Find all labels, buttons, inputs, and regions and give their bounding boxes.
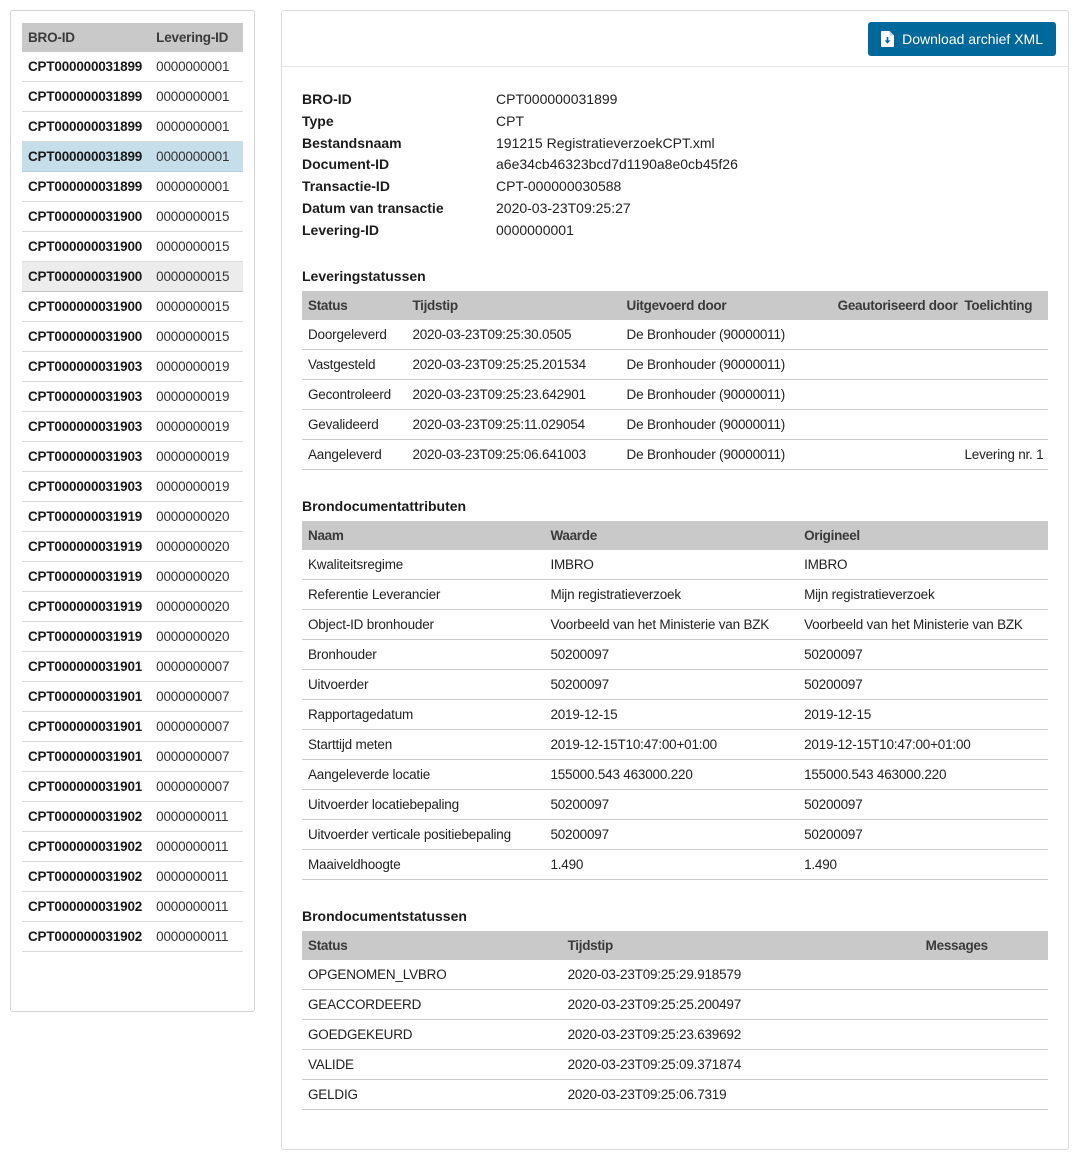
col-status: Status bbox=[302, 931, 562, 960]
details-list bbox=[302, 89, 1048, 242]
sidebar-row-bro-id[interactable]: CPT000000031901 bbox=[22, 682, 150, 712]
sidebar-row-levering-id[interactable]: 0000000015 bbox=[150, 202, 243, 232]
brondocumentattribuut-row bbox=[302, 639, 1048, 669]
cell-geautoriseerd-door bbox=[832, 320, 959, 350]
sidebar-row[interactable] bbox=[22, 832, 243, 862]
sidebar-row-bro-id[interactable]: CPT000000031899 bbox=[22, 172, 150, 202]
cell-messages bbox=[920, 1049, 1048, 1079]
cell-origineel: 1.490 bbox=[798, 849, 1048, 879]
sidebar-row-bro-id[interactable]: CPT000000031903 bbox=[22, 442, 150, 472]
sidebar-row[interactable] bbox=[22, 442, 243, 472]
brondocumentattribuut-row bbox=[302, 699, 1048, 729]
leveringstatus-row bbox=[302, 439, 1048, 469]
sidebar-row-levering-id[interactable]: 0000000020 bbox=[150, 532, 243, 562]
cell-naam: Aangeleverde locatie bbox=[302, 759, 544, 789]
sidebar-row[interactable] bbox=[22, 82, 243, 112]
brondocumentstatussen-header-row bbox=[302, 931, 1048, 960]
sidebar-row[interactable] bbox=[22, 652, 243, 682]
sidebar-row-levering-id[interactable]: 0000000011 bbox=[150, 922, 243, 952]
cell-uitgevoerd-door: De Bronhouder (90000011) bbox=[621, 439, 832, 469]
cell-toelichting bbox=[958, 379, 1048, 409]
sidebar-row-levering-id[interactable]: 0000000015 bbox=[150, 232, 243, 262]
cell-waarde: 50200097 bbox=[544, 789, 798, 819]
cell-waarde: Mijn registratieverzoek bbox=[544, 579, 798, 609]
detail-label: BRO-ID bbox=[302, 91, 352, 107]
sidebar-row-bro-id[interactable]: CPT000000031899 bbox=[22, 52, 150, 82]
sidebar-row-levering-id[interactable]: 0000000011 bbox=[150, 892, 243, 922]
cell-waarde: 50200097 bbox=[544, 819, 798, 849]
detail-value: CPT-000000030588 bbox=[496, 178, 622, 195]
cell-geautoriseerd-door bbox=[832, 349, 959, 379]
sidebar-row-bro-id[interactable]: CPT000000031899 bbox=[22, 112, 150, 142]
brondocumentattributen-table bbox=[302, 521, 1048, 880]
sidebar-row-levering-id[interactable]: 0000000011 bbox=[150, 862, 243, 892]
levering-list-header-row bbox=[22, 23, 243, 52]
sidebar-row-levering-id[interactable]: 0000000007 bbox=[150, 742, 243, 772]
sidebar-row-bro-id[interactable]: CPT000000031902 bbox=[22, 832, 150, 862]
cell-status: GELDIG bbox=[302, 1079, 562, 1109]
cell-status: GEACCORDEERD bbox=[302, 989, 562, 1019]
cell-toelichting bbox=[958, 409, 1048, 439]
detail-value: a6e34cb46323bcd7d1190a8e0cb45f26 bbox=[496, 156, 738, 173]
sidebar-row[interactable] bbox=[22, 802, 243, 832]
sidebar-row-bro-id[interactable]: CPT000000031903 bbox=[22, 472, 150, 502]
sidebar-row-bro-id[interactable]: CPT000000031901 bbox=[22, 712, 150, 742]
sidebar-row[interactable] bbox=[22, 322, 243, 352]
cell-waarde: Voorbeeld van het Ministerie van BZK bbox=[544, 609, 798, 639]
cell-waarde: 2019-12-15T10:47:00+01:00 bbox=[544, 729, 798, 759]
brondocumentstatussen-table bbox=[302, 931, 1048, 1110]
sidebar-row[interactable] bbox=[22, 412, 243, 442]
sidebar-row-levering-id[interactable]: 0000000015 bbox=[150, 322, 243, 352]
cell-status: Aangeleverd bbox=[302, 439, 406, 469]
cell-geautoriseerd-door bbox=[832, 379, 959, 409]
leveringstatus-row bbox=[302, 349, 1048, 379]
brondocumentattribuut-row bbox=[302, 759, 1048, 789]
header-levering-id: Levering-ID bbox=[150, 23, 243, 52]
sidebar-row-bro-id[interactable]: CPT000000031900 bbox=[22, 232, 150, 262]
sidebar-row[interactable] bbox=[22, 742, 243, 772]
sidebar-row[interactable] bbox=[22, 682, 243, 712]
sidebar-row-levering-id[interactable]: 0000000011 bbox=[150, 832, 243, 862]
detail-row bbox=[302, 89, 1048, 111]
cell-naam: Referentie Leverancier bbox=[302, 579, 544, 609]
col-toelichting: Toelichting bbox=[958, 291, 1048, 320]
cell-uitgevoerd-door: De Bronhouder (90000011) bbox=[621, 379, 832, 409]
cell-origineel: IMBRO bbox=[798, 550, 1048, 580]
detail-value: 191215 RegistratieverzoekCPT.xml bbox=[496, 134, 715, 151]
cell-naam: Uitvoerder verticale positiebepaling bbox=[302, 819, 544, 849]
sidebar-row-bro-id[interactable]: CPT000000031902 bbox=[22, 802, 150, 832]
sidebar-row-levering-id[interactable]: 0000000011 bbox=[150, 802, 243, 832]
cell-naam: Kwaliteitsregime bbox=[302, 550, 544, 580]
cell-toelichting bbox=[958, 349, 1048, 379]
cell-tijdstip: 2020-03-23T09:25:06.7319 bbox=[562, 1079, 920, 1109]
cell-origineel: 50200097 bbox=[798, 669, 1048, 699]
cell-waarde: 155000.543 463000.220 bbox=[544, 759, 798, 789]
sidebar-row[interactable] bbox=[22, 352, 243, 382]
leveringstatussen-header-row bbox=[302, 291, 1048, 320]
sidebar-row-levering-id[interactable]: 0000000007 bbox=[150, 772, 243, 802]
cell-origineel: 50200097 bbox=[798, 789, 1048, 819]
cell-naam: Bronhouder bbox=[302, 639, 544, 669]
sidebar-row-levering-id[interactable]: 0000000007 bbox=[150, 682, 243, 712]
sidebar-row[interactable] bbox=[22, 202, 243, 232]
cell-tijdstip: 2020-03-23T09:25:09.371874 bbox=[562, 1049, 920, 1079]
sidebar-row[interactable] bbox=[22, 862, 243, 892]
detail-value: 0000000001 bbox=[496, 221, 574, 238]
sidebar-row-bro-id[interactable]: CPT000000031902 bbox=[22, 892, 150, 922]
brondocumentstatus-row bbox=[302, 1079, 1048, 1109]
brondocumentattribuut-row bbox=[302, 789, 1048, 819]
cell-origineel: 50200097 bbox=[798, 639, 1048, 669]
sidebar-row-bro-id[interactable]: CPT000000031900 bbox=[22, 202, 150, 232]
cell-origineel: Voorbeeld van het Ministerie van BZK bbox=[798, 609, 1048, 639]
cell-naam: Maaiveldhoogte bbox=[302, 849, 544, 879]
brondocumentattribuut-row bbox=[302, 669, 1048, 699]
brondocumentattribuut-row bbox=[302, 729, 1048, 759]
brondocumentstatus-row bbox=[302, 960, 1048, 990]
sidebar-row-bro-id[interactable]: CPT000000031903 bbox=[22, 352, 150, 382]
detail-label: Bestandsnaam bbox=[302, 134, 402, 151]
download-archief-xml-button[interactable] bbox=[868, 22, 1056, 56]
sidebar-row-levering-id[interactable]: 0000000020 bbox=[150, 622, 243, 652]
cell-waarde: IMBRO bbox=[544, 550, 798, 580]
brondocumentattribuut-row bbox=[302, 819, 1048, 849]
detail-label: Levering-ID bbox=[302, 221, 380, 238]
col-tijdstip: Tijdstip bbox=[562, 931, 920, 960]
sidebar-row-levering-id[interactable]: 0000000019 bbox=[150, 442, 243, 472]
cell-tijdstip: 2020-03-23T09:25:23.642901 bbox=[406, 379, 620, 409]
cell-messages bbox=[920, 1079, 1048, 1109]
section-title-brondocumentattributen: Brondocumentattributen bbox=[302, 497, 467, 514]
cell-uitgevoerd-door: De Bronhouder (90000011) bbox=[621, 320, 832, 350]
sidebar-row-levering-id[interactable]: 0000000001 bbox=[150, 172, 243, 202]
cell-uitgevoerd-door: De Bronhouder (90000011) bbox=[621, 349, 832, 379]
sidebar-row[interactable] bbox=[22, 712, 243, 742]
leveringstatus-row bbox=[302, 320, 1048, 350]
col-status: Status bbox=[302, 291, 406, 320]
cell-origineel: 2019-12-15T10:47:00+01:00 bbox=[798, 729, 1048, 759]
sidebar-row-bro-id[interactable]: CPT000000031919 bbox=[22, 562, 150, 592]
detail-content bbox=[282, 67, 1068, 1110]
brondocumentattribuut-row bbox=[302, 550, 1048, 580]
cell-naam: Uitvoerder bbox=[302, 669, 544, 699]
cell-naam: Rapportagedatum bbox=[302, 699, 544, 729]
sidebar-row-bro-id[interactable]: CPT000000031919 bbox=[22, 592, 150, 622]
sidebar-row-levering-id[interactable]: 0000000015 bbox=[150, 292, 243, 322]
cell-tijdstip: 2020-03-23T09:25:23.639692 bbox=[562, 1019, 920, 1049]
sidebar-row-bro-id[interactable]: CPT000000031901 bbox=[22, 772, 150, 802]
cell-messages bbox=[920, 989, 1048, 1019]
sidebar-row-bro-id[interactable]: CPT000000031901 bbox=[22, 652, 150, 682]
col-naam: Naam bbox=[302, 521, 544, 550]
sidebar-row-bro-id[interactable]: CPT000000031902 bbox=[22, 922, 150, 952]
cell-geautoriseerd-door bbox=[832, 409, 959, 439]
sidebar-row-levering-id[interactable]: 0000000001 bbox=[150, 142, 243, 172]
sidebar-row-levering-id[interactable]: 0000000015 bbox=[150, 262, 243, 292]
section-title-brondocumentstatussen: Brondocumentstatussen bbox=[302, 907, 467, 924]
cell-tijdstip: 2020-03-23T09:25:29.918579 bbox=[562, 960, 920, 990]
cell-uitgevoerd-door: De Bronhouder (90000011) bbox=[621, 409, 832, 439]
leveringstatussen-table bbox=[302, 291, 1048, 470]
cell-origineel: Mijn registratieverzoek bbox=[798, 579, 1048, 609]
col-uitgevoerd-door: Uitgevoerd door bbox=[621, 291, 832, 320]
sidebar-row-levering-id[interactable]: 0000000020 bbox=[150, 592, 243, 622]
brondocumentstatus-row bbox=[302, 1019, 1048, 1049]
cell-naam: Object-ID bronhouder bbox=[302, 609, 544, 639]
detail-row bbox=[302, 198, 1048, 220]
brondocumentstatus-row bbox=[302, 1049, 1048, 1079]
col-messages: Messages bbox=[920, 931, 1048, 960]
brondocumentattribuut-row bbox=[302, 609, 1048, 639]
sidebar-row-bro-id[interactable]: CPT000000031919 bbox=[22, 532, 150, 562]
sidebar-row[interactable] bbox=[22, 232, 243, 262]
cell-origineel: 155000.543 463000.220 bbox=[798, 759, 1048, 789]
sidebar-row[interactable] bbox=[22, 52, 243, 82]
sidebar-row-levering-id[interactable]: 0000000007 bbox=[150, 712, 243, 742]
cell-waarde: 2019-12-15 bbox=[544, 699, 798, 729]
cell-waarde: 50200097 bbox=[544, 669, 798, 699]
sidebar-row[interactable] bbox=[22, 772, 243, 802]
brondocumentstatus-row bbox=[302, 989, 1048, 1019]
detail-value: 2020-03-23T09:25:27 bbox=[496, 199, 631, 216]
sidebar-row-bro-id[interactable]: CPT000000031900 bbox=[22, 262, 150, 292]
sidebar-row-levering-id[interactable]: 0000000001 bbox=[150, 82, 243, 112]
cell-origineel: 2019-12-15 bbox=[798, 699, 1048, 729]
cell-tijdstip: 2020-03-23T09:25:11.029054 bbox=[406, 409, 620, 439]
detail-label: Document-ID bbox=[302, 156, 390, 173]
detail-panel bbox=[281, 10, 1069, 1150]
cell-waarde: 50200097 bbox=[544, 639, 798, 669]
cell-waarde: 1.490 bbox=[544, 849, 798, 879]
levering-list-body bbox=[22, 52, 243, 952]
sidebar-row-levering-id[interactable]: 0000000019 bbox=[150, 382, 243, 412]
col-tijdstip: Tijdstip bbox=[406, 291, 620, 320]
sidebar-row-bro-id[interactable]: CPT000000031903 bbox=[22, 382, 150, 412]
cell-naam: Starttijd meten bbox=[302, 729, 544, 759]
cell-tijdstip: 2020-03-23T09:25:30.0505 bbox=[406, 320, 620, 350]
toolbar bbox=[282, 11, 1068, 67]
col-geautoriseerd-door: Geautoriseerd door bbox=[832, 291, 959, 320]
col-origineel: Origineel bbox=[798, 521, 1048, 550]
sidebar-row-levering-id[interactable]: 0000000019 bbox=[150, 412, 243, 442]
sidebar-row[interactable] bbox=[22, 502, 243, 532]
cell-status: Gecontroleerd bbox=[302, 379, 406, 409]
levering-list-panel bbox=[10, 10, 255, 1012]
cell-status: Vastgesteld bbox=[302, 349, 406, 379]
sidebar-row[interactable] bbox=[22, 532, 243, 562]
sidebar-row[interactable] bbox=[22, 472, 243, 502]
sidebar-row-levering-id[interactable]: 0000000007 bbox=[150, 652, 243, 682]
detail-label: Transactie-ID bbox=[302, 178, 390, 195]
sidebar-row[interactable] bbox=[22, 292, 243, 322]
sidebar-row[interactable] bbox=[22, 892, 243, 922]
sidebar-row-bro-id[interactable]: CPT000000031900 bbox=[22, 322, 150, 352]
levering-list-table bbox=[22, 23, 243, 952]
sidebar-row-bro-id[interactable]: CPT000000031901 bbox=[22, 742, 150, 772]
brondocumentattributen-header-row bbox=[302, 521, 1048, 550]
file-download-icon bbox=[881, 31, 894, 47]
sidebar-row[interactable] bbox=[22, 142, 243, 172]
detail-row bbox=[302, 220, 1048, 242]
cell-status: Doorgeleverd bbox=[302, 320, 406, 350]
sidebar-row-bro-id[interactable]: CPT000000031919 bbox=[22, 622, 150, 652]
cell-tijdstip: 2020-03-23T09:25:06.641003 bbox=[406, 439, 620, 469]
detail-row bbox=[302, 176, 1048, 198]
sidebar-row[interactable] bbox=[22, 562, 243, 592]
sidebar-row[interactable] bbox=[22, 382, 243, 412]
sidebar-row[interactable] bbox=[22, 922, 243, 952]
detail-row bbox=[302, 111, 1048, 133]
sidebar-row[interactable] bbox=[22, 262, 243, 292]
cell-messages bbox=[920, 960, 1048, 990]
cell-status: VALIDE bbox=[302, 1049, 562, 1079]
leveringstatus-row bbox=[302, 409, 1048, 439]
sidebar-row-bro-id[interactable]: CPT000000031903 bbox=[22, 412, 150, 442]
cell-naam: Uitvoerder locatiebepaling bbox=[302, 789, 544, 819]
cell-status: GOEDGEKEURD bbox=[302, 1019, 562, 1049]
brondocumentattribuut-row bbox=[302, 579, 1048, 609]
detail-row bbox=[302, 154, 1048, 176]
header-bro-id: BRO-ID bbox=[22, 23, 150, 52]
cell-status: Gevalideerd bbox=[302, 409, 406, 439]
sidebar-row-bro-id[interactable]: CPT000000031919 bbox=[22, 502, 150, 532]
cell-origineel: 50200097 bbox=[798, 819, 1048, 849]
sidebar-row-bro-id[interactable]: CPT000000031900 bbox=[22, 292, 150, 322]
sidebar-row-levering-id[interactable]: 0000000001 bbox=[150, 52, 243, 82]
cell-toelichting bbox=[958, 320, 1048, 350]
sidebar-row[interactable] bbox=[22, 622, 243, 652]
brondocumentattribuut-row bbox=[302, 849, 1048, 879]
sidebar-row[interactable] bbox=[22, 592, 243, 622]
leveringstatus-row bbox=[302, 379, 1048, 409]
section-title-leveringstatussen: Leveringstatussen bbox=[302, 267, 426, 284]
sidebar-row-levering-id[interactable]: 0000000020 bbox=[150, 562, 243, 592]
sidebar-row[interactable] bbox=[22, 172, 243, 202]
sidebar-row[interactable] bbox=[22, 112, 243, 142]
detail-value: CPT000000031899 bbox=[496, 91, 618, 107]
detail-row bbox=[302, 133, 1048, 155]
sidebar-row-bro-id[interactable]: CPT000000031899 bbox=[22, 142, 150, 172]
sidebar-row-bro-id[interactable]: CPT000000031899 bbox=[22, 82, 150, 112]
sidebar-row-bro-id[interactable]: CPT000000031902 bbox=[22, 862, 150, 892]
cell-status: OPGENOMEN_LVBRO bbox=[302, 960, 562, 990]
detail-label: Type bbox=[302, 112, 334, 129]
cell-geautoriseerd-door bbox=[832, 439, 959, 469]
cell-toelichting: Levering nr. 1 bbox=[958, 439, 1048, 469]
cell-tijdstip: 2020-03-23T09:25:25.200497 bbox=[562, 989, 920, 1019]
sidebar-row-levering-id[interactable]: 0000000001 bbox=[150, 112, 243, 142]
cell-messages bbox=[920, 1019, 1048, 1049]
download-button-label: Download archief XML bbox=[902, 30, 1043, 47]
cell-tijdstip: 2020-03-23T09:25:25.201534 bbox=[406, 349, 620, 379]
detail-label: Datum van transactie bbox=[302, 199, 444, 216]
sidebar-row-levering-id[interactable]: 0000000019 bbox=[150, 472, 243, 502]
sidebar-row-levering-id[interactable]: 0000000019 bbox=[150, 352, 243, 382]
detail-value: CPT bbox=[496, 112, 524, 129]
col-waarde: Waarde bbox=[544, 521, 798, 550]
sidebar-row-levering-id[interactable]: 0000000020 bbox=[150, 502, 243, 532]
